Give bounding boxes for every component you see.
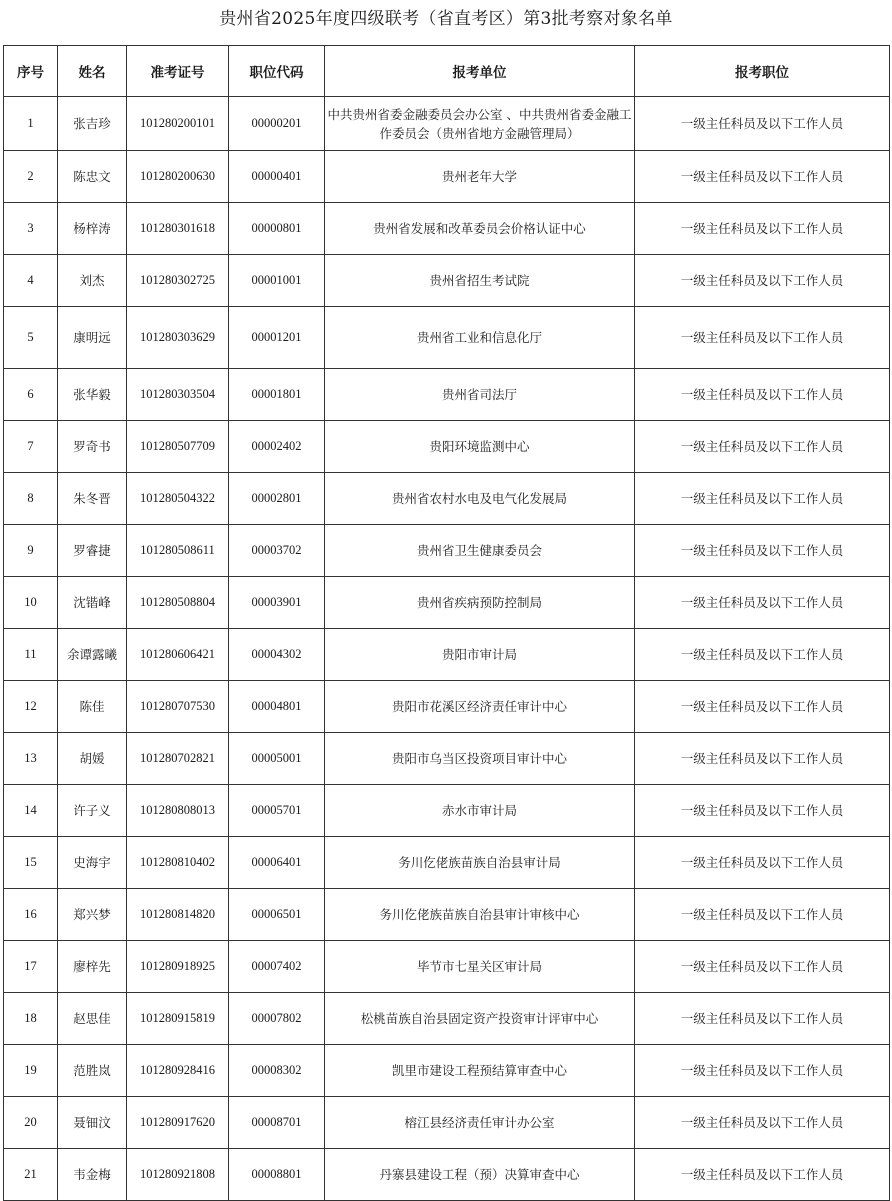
cell-exam-id: 101280918925: [127, 941, 229, 993]
cell-post-code: 00007802: [229, 993, 325, 1045]
cell-exam-id: 101280814820: [127, 889, 229, 941]
cell-unit: 松桃苗族自治县固定资产投资审计评审中心: [325, 993, 635, 1045]
cell-position: 一级主任科员及以下工作人员: [635, 993, 890, 1045]
cell-post-code: 00001201: [229, 307, 325, 369]
cell-serial: 16: [4, 889, 58, 941]
table-row: [4, 785, 890, 837]
cell-serial: 11: [4, 629, 58, 681]
cell-position: 一级主任科员及以下工作人员: [635, 577, 890, 629]
cell-serial: 15: [4, 837, 58, 889]
cell-name: 罗奇书: [58, 421, 127, 473]
cell-name: 张吉珍: [58, 97, 127, 151]
cell-position: 一级主任科员及以下工作人员: [635, 837, 890, 889]
cell-position: 一级主任科员及以下工作人员: [635, 255, 890, 307]
cell-unit: 贵州省招生考试院: [325, 255, 635, 307]
table-row: [4, 733, 890, 785]
table-row: [4, 1045, 890, 1097]
cell-post-code: 00002801: [229, 473, 325, 525]
cell-name: 刘杰: [58, 255, 127, 307]
cell-post-code: 00000801: [229, 203, 325, 255]
cell-name: 朱冬晋: [58, 473, 127, 525]
table-row: [4, 1149, 890, 1201]
cell-post-code: 00006501: [229, 889, 325, 941]
cell-post-code: 00005701: [229, 785, 325, 837]
cell-unit: 务川仡佬族苗族自治县审计审核中心: [325, 889, 635, 941]
cell-serial: 9: [4, 525, 58, 577]
cell-serial: 21: [4, 1149, 58, 1201]
cell-unit: 贵州省发展和改革委员会价格认证中心: [325, 203, 635, 255]
cell-name: 韦金梅: [58, 1149, 127, 1201]
cell-position: 一级主任科员及以下工作人员: [635, 525, 890, 577]
cell-serial: 19: [4, 1045, 58, 1097]
cell-exam-id: 101280917620: [127, 1097, 229, 1149]
cell-name: 廖梓先: [58, 941, 127, 993]
table-row: [4, 941, 890, 993]
table-row: [4, 681, 890, 733]
page-title: 贵州省2025年度四级联考（省直考区）第3批考察对象名单: [219, 9, 673, 29]
cell-post-code: 00003702: [229, 525, 325, 577]
cell-position: 一级主任科员及以下工作人员: [635, 681, 890, 733]
cell-position: 一级主任科员及以下工作人员: [635, 421, 890, 473]
table-row: [4, 307, 890, 369]
cell-position: 一级主任科员及以下工作人员: [635, 889, 890, 941]
cell-serial: 12: [4, 681, 58, 733]
cell-post-code: 00003901: [229, 577, 325, 629]
cell-position: 一级主任科员及以下工作人员: [635, 785, 890, 837]
cell-exam-id: 101280200101: [127, 97, 229, 151]
cell-unit: 贵州省卫生健康委员会: [325, 525, 635, 577]
cell-serial: 5: [4, 307, 58, 369]
cell-unit: 中共贵州省委金融委员会办公室 、中共贵州省委金融工作委员会（贵州省地方金融管理局）: [325, 97, 635, 151]
cell-unit: 贵州省农村水电及电气化发展局: [325, 473, 635, 525]
table-row: [4, 473, 890, 525]
cell-exam-id: 101280508611: [127, 525, 229, 577]
table-row: [4, 203, 890, 255]
cell-name: 罗睿捷: [58, 525, 127, 577]
cell-position: 一级主任科员及以下工作人员: [635, 1097, 890, 1149]
table-row: [4, 577, 890, 629]
cell-position: 一级主任科员及以下工作人员: [635, 473, 890, 525]
cell-name: 余谭露曦: [58, 629, 127, 681]
cell-post-code: 00002402: [229, 421, 325, 473]
cell-name: 赵思佳: [58, 993, 127, 1045]
cell-name: 陈忠文: [58, 151, 127, 203]
table-header-row: [4, 46, 890, 97]
cell-position: 一级主任科员及以下工作人员: [635, 97, 890, 151]
cell-position: 一级主任科员及以下工作人员: [635, 151, 890, 203]
cell-serial: 20: [4, 1097, 58, 1149]
cell-name: 范胜岚: [58, 1045, 127, 1097]
cell-position: 一级主任科员及以下工作人员: [635, 733, 890, 785]
cell-exam-id: 101280508804: [127, 577, 229, 629]
cell-post-code: 00008302: [229, 1045, 325, 1097]
header-name: 姓名: [58, 46, 127, 97]
cell-unit: 榕江县经济责任审计办公室: [325, 1097, 635, 1149]
cell-unit: 贵阳市审计局: [325, 629, 635, 681]
cell-unit: 贵阳市乌当区投资项目审计中心: [325, 733, 635, 785]
cell-unit: 赤水市审计局: [325, 785, 635, 837]
cell-serial: 2: [4, 151, 58, 203]
cell-exam-id: 101280301618: [127, 203, 229, 255]
cell-serial: 17: [4, 941, 58, 993]
cell-name: 杨梓涛: [58, 203, 127, 255]
cell-serial: 3: [4, 203, 58, 255]
cell-serial: 6: [4, 369, 58, 421]
table-row: [4, 629, 890, 681]
header-serial: 序号: [4, 46, 58, 97]
cell-exam-id: 101280504322: [127, 473, 229, 525]
cell-serial: 14: [4, 785, 58, 837]
table-row: [4, 837, 890, 889]
cell-name: 陈佳: [58, 681, 127, 733]
header-exam-id: 准考证号: [127, 46, 229, 97]
cell-exam-id: 101280707530: [127, 681, 229, 733]
cell-position: 一级主任科员及以下工作人员: [635, 941, 890, 993]
cell-exam-id: 101280915819: [127, 993, 229, 1045]
cell-name: 康明远: [58, 307, 127, 369]
cell-unit: 贵州省司法厅: [325, 369, 635, 421]
header-post-code: 职位代码: [229, 46, 325, 97]
cell-exam-id: 101280200630: [127, 151, 229, 203]
cell-serial: 1: [4, 97, 58, 151]
cell-unit: 凯里市建设工程预结算审查中心: [325, 1045, 635, 1097]
header-unit: 报考单位: [325, 46, 635, 97]
cell-exam-id: 101280606421: [127, 629, 229, 681]
cell-exam-id: 101280810402: [127, 837, 229, 889]
cell-exam-id: 101280921808: [127, 1149, 229, 1201]
cell-post-code: 00004801: [229, 681, 325, 733]
cell-unit: 贵阳环境监测中心: [325, 421, 635, 473]
cell-unit: 务川仡佬族苗族自治县审计局: [325, 837, 635, 889]
header-position: 报考职位: [635, 46, 890, 97]
cell-position: 一级主任科员及以下工作人员: [635, 369, 890, 421]
table-row: [4, 525, 890, 577]
cell-exam-id: 101280702821: [127, 733, 229, 785]
cell-post-code: 00008801: [229, 1149, 325, 1201]
cell-position: 一级主任科员及以下工作人员: [635, 629, 890, 681]
cell-name: 沈锴峰: [58, 577, 127, 629]
cell-serial: 8: [4, 473, 58, 525]
cell-exam-id: 101280303504: [127, 369, 229, 421]
table-row: [4, 993, 890, 1045]
table-row: [4, 369, 890, 421]
cell-name: 史海宇: [58, 837, 127, 889]
cell-unit: 丹寨县建设工程（预）决算审查中心: [325, 1149, 635, 1201]
cell-exam-id: 101280928416: [127, 1045, 229, 1097]
cell-exam-id: 101280808013: [127, 785, 229, 837]
cell-name: 聂钿汶: [58, 1097, 127, 1149]
cell-name: 许子义: [58, 785, 127, 837]
cell-unit: 贵州省工业和信息化厅: [325, 307, 635, 369]
cell-post-code: 00008701: [229, 1097, 325, 1149]
cell-position: 一级主任科员及以下工作人员: [635, 1149, 890, 1201]
candidate-table: [3, 45, 890, 1201]
cell-unit: 贵州省疾病预防控制局: [325, 577, 635, 629]
cell-unit: 贵州老年大学: [325, 151, 635, 203]
cell-post-code: 00001001: [229, 255, 325, 307]
cell-serial: 13: [4, 733, 58, 785]
cell-unit: 贵阳市花溪区经济责任审计中心: [325, 681, 635, 733]
table-row: [4, 97, 890, 151]
cell-post-code: 00006401: [229, 837, 325, 889]
cell-post-code: 00000401: [229, 151, 325, 203]
cell-post-code: 00005001: [229, 733, 325, 785]
cell-serial: 18: [4, 993, 58, 1045]
cell-post-code: 00000201: [229, 97, 325, 151]
cell-exam-id: 101280302725: [127, 255, 229, 307]
cell-name: 胡媛: [58, 733, 127, 785]
cell-exam-id: 101280507709: [127, 421, 229, 473]
cell-unit: 毕节市七星关区审计局: [325, 941, 635, 993]
cell-serial: 10: [4, 577, 58, 629]
table-row: [4, 151, 890, 203]
cell-serial: 4: [4, 255, 58, 307]
cell-post-code: 00004302: [229, 629, 325, 681]
cell-name: 郑兴梦: [58, 889, 127, 941]
cell-position: 一级主任科员及以下工作人员: [635, 307, 890, 369]
table-row: [4, 255, 890, 307]
cell-exam-id: 101280303629: [127, 307, 229, 369]
cell-position: 一级主任科员及以下工作人员: [635, 203, 890, 255]
cell-serial: 7: [4, 421, 58, 473]
cell-post-code: 00001801: [229, 369, 325, 421]
table-row: [4, 421, 890, 473]
table-row: [4, 889, 890, 941]
cell-name: 张华毅: [58, 369, 127, 421]
table-row: [4, 1097, 890, 1149]
cell-post-code: 00007402: [229, 941, 325, 993]
cell-position: 一级主任科员及以下工作人员: [635, 1045, 890, 1097]
